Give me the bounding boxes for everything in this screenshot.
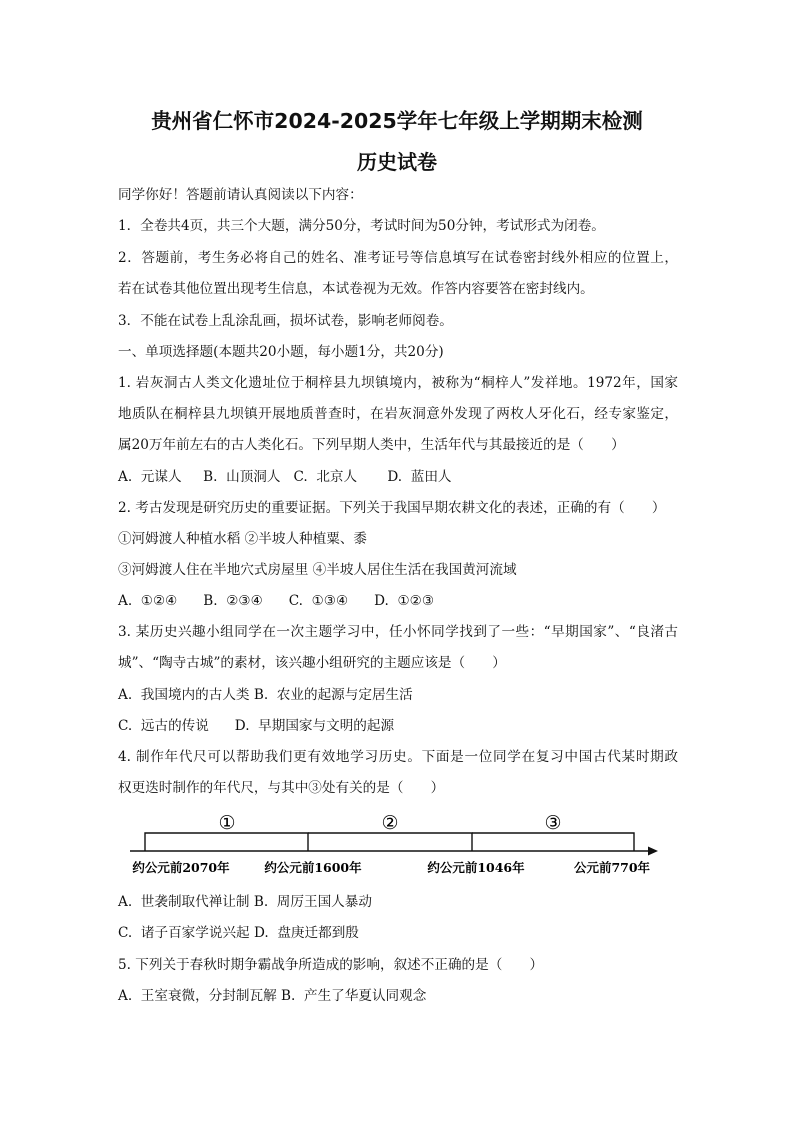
timeline-segment-label-2: ② [381, 812, 399, 834]
timeline-segment-label-1: ① [218, 812, 236, 834]
greeting: 同学你好！答题前请认真阅读以下内容： [118, 187, 363, 203]
q2-statement-1: ①河姆渡人种植水稻 ②半坡人种植粟、黍 [118, 531, 368, 547]
q4-line-1: 4. 制作年代尺可以帮助我们更有效地学习历史。下面是一位同学在复习中国古代某时期政 [118, 749, 678, 765]
instruction-1: 1．全卷共4页，共三个大题，满分50分，考试时间为50分钟，考试形式为闭卷。 [118, 218, 605, 234]
q4-option-cd: C. 诸子百家学说兴起 D. 盘庚迁都到殷 [118, 925, 359, 941]
timeline-segment-bracket-1 [145, 833, 308, 851]
q4-option-ab: A. 世袭制取代禅让制 B. 周厉王国人暴动 [118, 894, 372, 910]
exam-title: 贵州省仁怀市2024-2025学年七年级上学期期末检测 [151, 109, 643, 133]
instruction-3: 3．不能在试卷上乱涂乱画，损坏试卷，影响老师阅卷。 [118, 313, 453, 329]
timeline-tick-label-4: 公元前770年 [573, 860, 651, 875]
q1-line-2: 地质队在桐梓县九坝镇开展地质普查时，在岩灰洞意外发现了两枚人牙化石，经专家鉴定， [118, 406, 678, 422]
timeline-arrow-icon [648, 847, 658, 856]
timeline-tick-label-1: 约公元前2070年 [132, 860, 230, 875]
instruction-2-cont: 若在试卷其他位置出现考生信息，本试卷视为无效。作答内容要答在密封线内。 [118, 281, 594, 297]
q1-options: A. 元谋人 B. 山顶洞人 C. 北京人 D. 蓝田人 [118, 469, 452, 485]
q3-option-ab: A. 我国境内的古人类 B. 农业的起源与定居生活 [118, 687, 413, 703]
timeline-segment-label-3: ③ [544, 812, 562, 834]
timeline-tick-label-3: 约公元前1046年 [427, 860, 525, 875]
q1-line-3: 属20万年前左右的古人类化石。下列早期人类中，生活年代与其最接近的是（ ） [118, 437, 625, 453]
q2-statement-2: ③河姆渡人住在半地穴式房屋里 ④半坡人居住生活在我国黄河流域 [118, 562, 517, 578]
q1-line-1: 1. 岩灰洞古人类文化遗址位于桐梓县九坝镇境内，被称为“桐梓人”发祥地。1972年，国家 [118, 375, 678, 391]
timeline-segment-bracket-2 [308, 833, 472, 851]
instruction-2: 2．答题前，考生务必将自己的姓名、准考证号等信息填写在试卷密封线外相应的位置上， [118, 250, 678, 266]
exam-subtitle: 历史试卷 [357, 150, 437, 174]
q2-line-1: 2. 考古发现是研究历史的重要证据。下列关于我国早期农耕文化的表述，正确的有（ ） [118, 500, 666, 516]
q3-option-cd: C. 远古的传说 D. 早期国家与文明的起源 [118, 718, 395, 734]
section-heading: 一、单项选择题(本题共20小题，每小题1分，共20分) [118, 344, 444, 360]
timeline-tick-label-2: 约公元前1600年 [264, 860, 362, 875]
q2-options: A. ①②④ B. ②③④ C. ①③④ D. ①②③ [118, 593, 435, 609]
q4-line-2: 权更迭时制作的年代尺，与其中③处有关的是（ ） [118, 780, 445, 796]
q3-line-2: 城”、“陶寺古城”的素材，该兴趣小组研究的主题应该是（ ） [118, 655, 506, 671]
q5-line-1: 5. 下列关于春秋时期争霸战争所造成的影响，叙述不正确的是（ ） [118, 957, 544, 973]
q3-line-1: 3. 某历史兴趣小组同学在一次主题学习中，任小怀同学找到了一些：“早期国家”、“良渚古 [118, 624, 678, 640]
q5-option-ab: A. 王室衰微，分封制瓦解 B. 产生了华夏认同观念 [118, 988, 427, 1004]
timeline-segment-bracket-3 [472, 833, 634, 851]
